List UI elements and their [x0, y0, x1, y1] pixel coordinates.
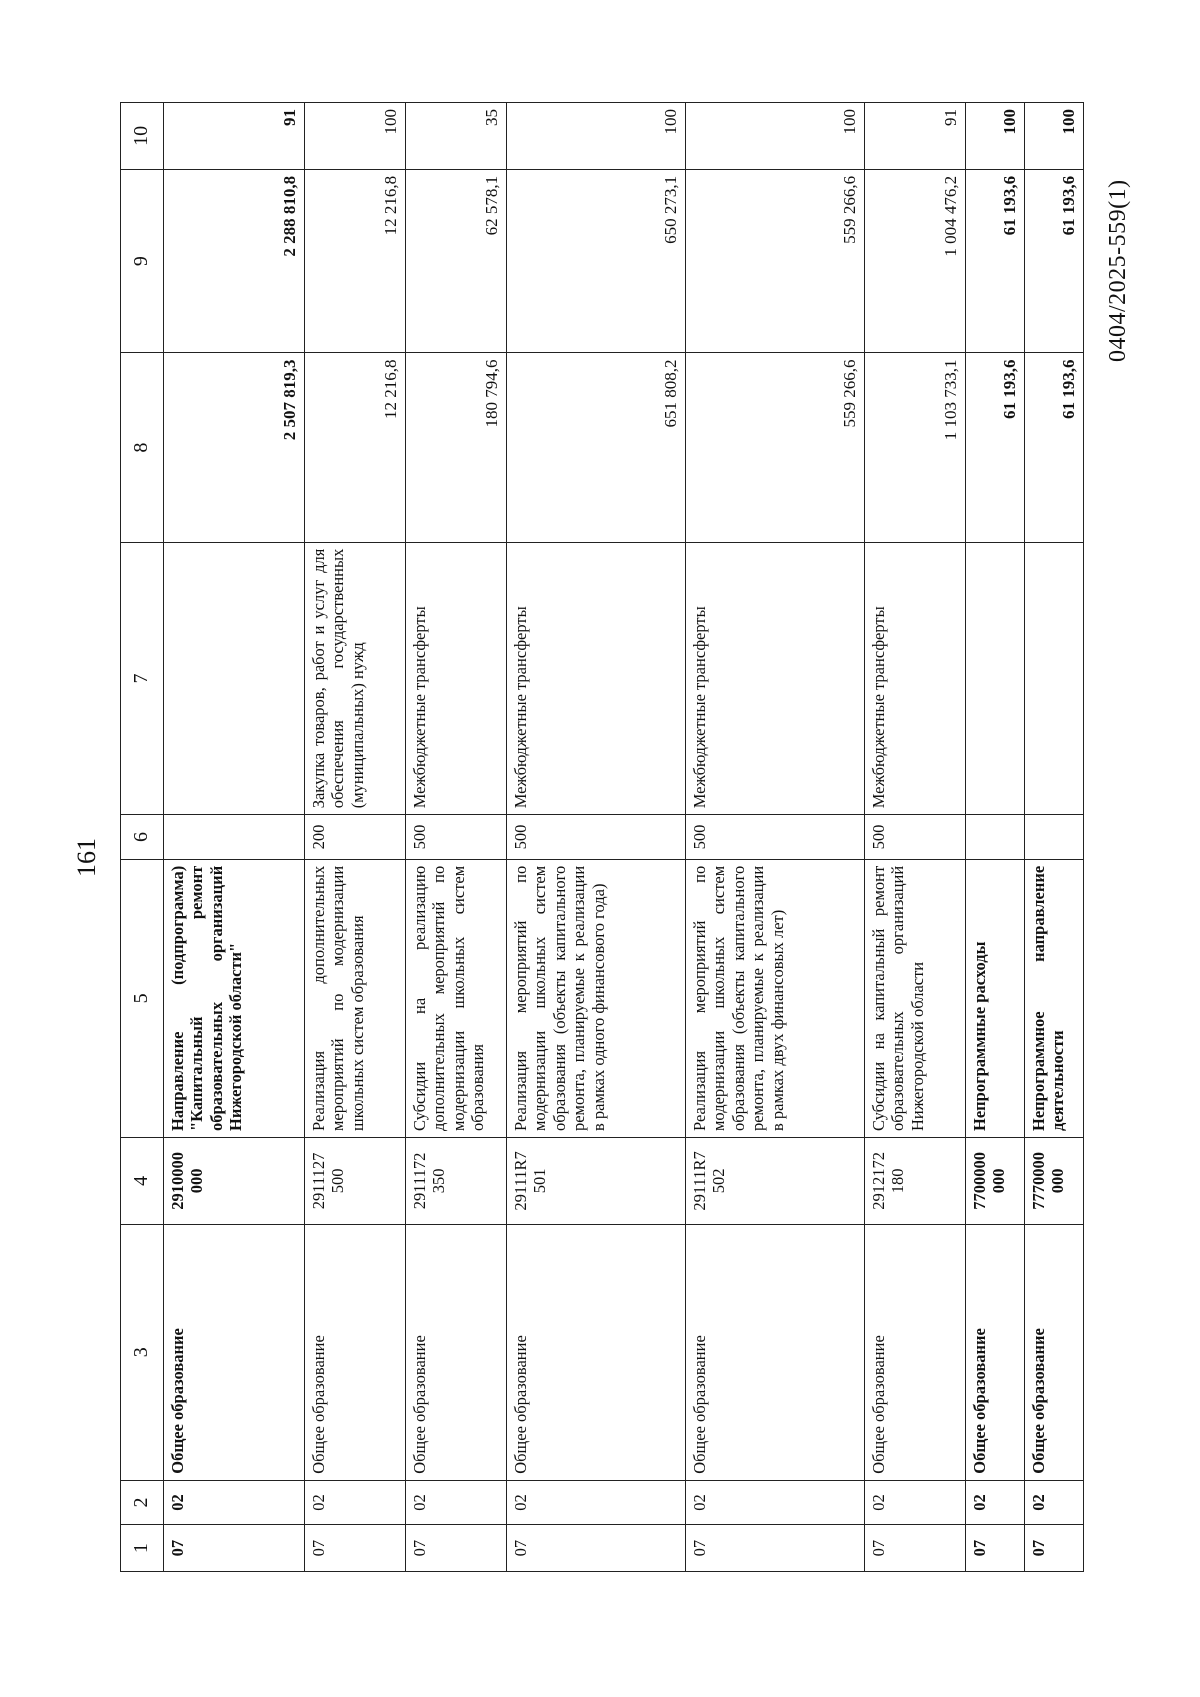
cell-subsection: 02 [507, 1480, 686, 1525]
cell-executed: 559 266,6 [686, 169, 865, 353]
cell-expense-type [1025, 815, 1084, 860]
cell-executed: 62 578,1 [406, 169, 507, 353]
cell-planned: 180 794,6 [406, 353, 507, 542]
cell-target-article: 7770000 000 [1025, 1138, 1084, 1225]
cell-target-article: 29111R7 501 [507, 1138, 686, 1225]
cell-target-article: 2911172 350 [406, 1138, 507, 1225]
cell-subsection: 02 [164, 1480, 305, 1525]
cell-subsection: 02 [305, 1480, 406, 1525]
table-row [507, 103, 686, 1572]
cell-expense-name: Межбюджетные трансферты [686, 542, 865, 815]
cell-percent: 91 [164, 103, 305, 170]
cell-target-article: 29111R7 502 [686, 1138, 865, 1225]
table-row [305, 103, 406, 1572]
cell-planned: 61 193,6 [966, 353, 1025, 542]
cell-section: 07 [164, 1525, 305, 1572]
table-row [1025, 103, 1084, 1572]
cell-executed: 2 288 810,8 [164, 169, 305, 353]
cell-subsection: 02 [406, 1480, 507, 1525]
page-number: 161 [72, 838, 101, 877]
cell-expense-type: 500 [406, 815, 507, 860]
cell-executed: 1 004 476,2 [865, 169, 966, 353]
cell-percent: 100 [507, 103, 686, 170]
cell-expense-type: 500 [865, 815, 966, 860]
table-row [406, 103, 507, 1572]
cell-name: Общее образование [164, 1224, 305, 1480]
cell-expense-name: Межбюджетные трансферты [865, 542, 966, 815]
cell-expense-name [966, 542, 1025, 815]
cell-expense-name: Межбюджетные трансферты [507, 542, 686, 815]
cell-description: Субсидии на капитальный ремонт образовательных организаций Нижегородской области [865, 859, 966, 1137]
col-header: 1 [121, 1525, 164, 1572]
budget-table [120, 102, 1084, 1572]
col-header: 2 [121, 1480, 164, 1525]
cell-planned: 651 808,2 [507, 353, 686, 542]
cell-executed: 12 216,8 [305, 169, 406, 353]
col-header: 5 [121, 859, 164, 1137]
cell-expense-type: 500 [507, 815, 686, 860]
cell-description: Направление (подпрограмма) "Капитальный ремонт образовательных организаций Нижегородской области" [164, 859, 305, 1137]
table-row [966, 103, 1025, 1572]
cell-section: 07 [305, 1525, 406, 1572]
cell-expense-type [164, 815, 305, 860]
cell-description: Непрограммные расходы [966, 859, 1025, 1137]
cell-description: Реализация мероприятий по модернизации школьных систем образования (объекты капитального ремонта, планируемые к реализации в рамках двух финансовых лет) [686, 859, 865, 1137]
cell-section: 07 [507, 1525, 686, 1572]
cell-subsection: 02 [865, 1480, 966, 1525]
table-row [686, 103, 865, 1572]
cell-name: Общее образование [1025, 1224, 1084, 1480]
cell-description: Непрограммное направление деятельности [1025, 859, 1084, 1137]
cell-percent: 100 [1025, 103, 1084, 170]
col-header: 9 [121, 169, 164, 353]
cell-expense-name [1025, 542, 1084, 815]
cell-name: Общее образование [865, 1224, 966, 1480]
cell-name: Общее образование [507, 1224, 686, 1480]
cell-expense-type [966, 815, 1025, 860]
cell-section: 07 [1025, 1525, 1084, 1572]
cell-executed: 61 193,6 [966, 169, 1025, 353]
cell-expense-type: 200 [305, 815, 406, 860]
col-header: 8 [121, 353, 164, 542]
cell-subsection: 02 [966, 1480, 1025, 1525]
cell-executed: 61 193,6 [1025, 169, 1084, 353]
cell-expense-type: 500 [686, 815, 865, 860]
cell-percent: 91 [865, 103, 966, 170]
cell-planned: 2 507 819,3 [164, 353, 305, 542]
cell-expense-name: Межбюджетные трансферты [406, 542, 507, 815]
cell-planned: 1 103 733,1 [865, 353, 966, 542]
cell-section: 07 [865, 1525, 966, 1572]
col-header: 10 [121, 103, 164, 170]
table-row [865, 103, 966, 1572]
cell-percent: 100 [966, 103, 1025, 170]
header-row [121, 103, 164, 1572]
cell-name: Общее образование [966, 1224, 1025, 1480]
cell-subsection: 02 [686, 1480, 865, 1525]
cell-description: Субсидии на реализацию дополнительных мероприятий по модернизации школьных систем образования [406, 859, 507, 1137]
cell-executed: 650 273,1 [507, 169, 686, 353]
cell-subsection: 02 [1025, 1480, 1084, 1525]
cell-target-article: 2911127 500 [305, 1138, 406, 1225]
cell-target-article: 2910000 000 [164, 1138, 305, 1225]
document-number: 0404/2025-559(1) [1105, 179, 1131, 362]
cell-name: Общее образование [406, 1224, 507, 1480]
col-header: 4 [121, 1138, 164, 1225]
cell-description: Реализация дополнительных мероприятий по модернизации школьных систем образования [305, 859, 406, 1137]
col-header: 6 [121, 815, 164, 860]
cell-section: 07 [406, 1525, 507, 1572]
cell-percent: 100 [305, 103, 406, 170]
cell-percent: 35 [406, 103, 507, 170]
col-header: 3 [121, 1224, 164, 1480]
cell-section: 07 [966, 1525, 1025, 1572]
cell-expense-name: Закупка товаров, работ и услуг для обеспечения государственных (муниципальных) нужд [305, 542, 406, 815]
table-row [164, 103, 305, 1572]
cell-name: Общее образование [305, 1224, 406, 1480]
cell-target-article: 7700000 000 [966, 1138, 1025, 1225]
cell-description: Реализация мероприятий по модернизации школьных систем образования (объекты капитального ремонта, планируемые к реализации в рамках одного финансового года) [507, 859, 686, 1137]
cell-expense-name [164, 542, 305, 815]
cell-target-article: 2912172 180 [865, 1138, 966, 1225]
cell-planned: 559 266,6 [686, 353, 865, 542]
cell-section: 07 [686, 1525, 865, 1572]
col-header: 7 [121, 542, 164, 815]
cell-planned: 61 193,6 [1025, 353, 1084, 542]
cell-name: Общее образование [686, 1224, 865, 1480]
cell-percent: 100 [686, 103, 865, 170]
cell-planned: 12 216,8 [305, 353, 406, 542]
